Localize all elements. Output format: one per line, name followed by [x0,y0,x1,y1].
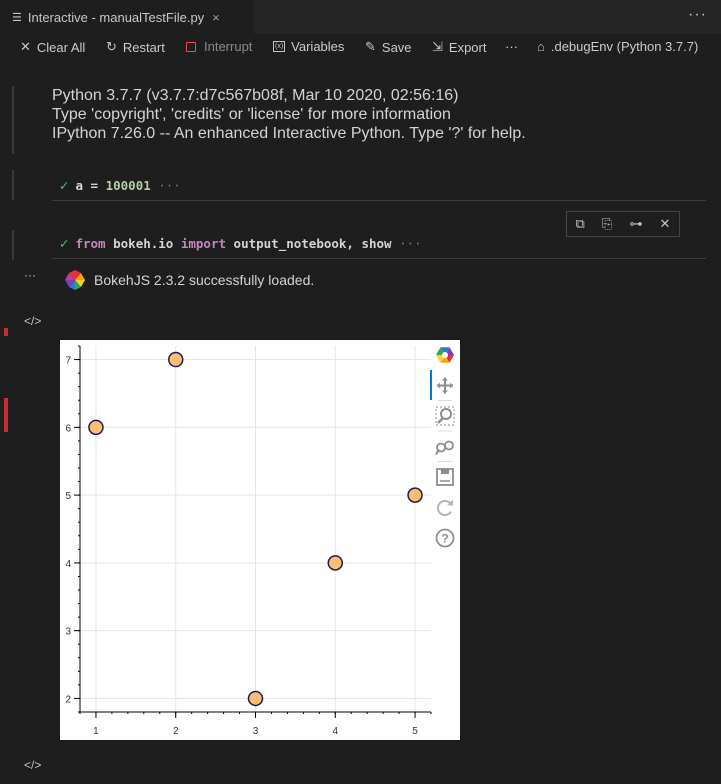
variables-icon: (x) [275,43,284,50]
export-icon: ⇲ [432,39,443,54]
code-keyword: import [180,236,227,251]
cell-divider [52,200,706,201]
code-op: = [83,178,106,193]
clear-all-button[interactable] [20,39,85,55]
y-tick-label: 3 [65,626,71,638]
tab-interactive[interactable] [0,0,254,34]
diff-icon[interactable]: ⊶ [629,216,643,231]
kernel-picker[interactable] [537,39,698,54]
save-label: Save [381,39,412,55]
check-icon: ✓ [59,236,70,251]
code-toggle-icon[interactable]: </> [24,314,42,328]
copy-icon[interactable]: ⧉ [575,216,585,231]
code-cell-2[interactable] [52,236,706,251]
toolbar-more-button[interactable] [505,39,518,54]
output-line: Type 'copyright', 'credits' or 'license' for more information [52,106,451,123]
restart-button[interactable] [106,39,165,55]
help-icon[interactable] [437,530,454,547]
wheel-zoom-icon[interactable] [436,442,453,462]
reset-icon[interactable] [438,500,453,516]
cell-gutter [12,86,14,154]
x-tick-label: 1 [93,726,99,737]
code-names: output_notebook, show [226,236,392,251]
code-keyword: from [75,236,106,251]
code-number: 100001 [105,178,151,193]
startup-output [52,86,526,143]
svg-text:?: ? [441,531,449,546]
scatter-point [249,691,263,705]
save-icon: ✎ [365,39,376,54]
y-tick-label: 4 [65,558,71,570]
interrupt-button[interactable] [186,39,252,54]
stop-icon [186,42,196,52]
tab-title: Interactive - manualTestFile.py [27,9,205,25]
export-label: Export [448,39,487,55]
scatter-chart[interactable] [60,340,460,740]
cell-gutter [12,170,14,200]
expand-ellipsis[interactable]: ··· [399,236,422,251]
x-tick-label: 5 [412,726,418,737]
variables-label: Variables [291,39,345,54]
save-button[interactable] [365,39,412,55]
x-tick-label: 2 [172,726,179,737]
toolbar-more-icon: ··· [505,39,518,54]
list-icon: ☰ [12,11,22,24]
bokeh-logo-icon[interactable] [436,347,454,363]
output-line: IPython 7.26.0 -- An enhanced Interactive Python. Type '?' for help. [52,125,526,142]
export-button[interactable] [432,39,486,55]
variables-button[interactable] [273,39,344,54]
bokeh-logo-icon [64,269,86,291]
kernel-icon: ⌂ [537,39,545,54]
restart-label: Restart [122,39,165,55]
interactive-toolbar [0,34,721,62]
output-line: Python 3.7.7 (v3.7.7:d7c567b08f, Mar 10 2020, 02:56:16) [52,87,459,104]
x-tick-label: 4 [332,726,339,737]
y-tick-label: 7 [65,355,71,367]
check-icon: ✓ [59,178,70,193]
cell-divider [52,258,706,259]
x-tick-label: 3 [252,726,259,737]
y-tick-label: 2 [65,694,71,706]
code-cell-1[interactable] [52,178,706,193]
y-tick-label: 5 [65,491,71,503]
error-marker [4,328,8,336]
error-marker [4,398,8,432]
cell-gutter [12,230,14,260]
code-module: bokeh.io [105,236,181,251]
bokeh-message-text: BokehJS 2.3.2 successfully loaded. [94,272,315,288]
clear-all-label: Clear All [36,39,86,55]
pan-icon[interactable] [437,378,453,401]
scatter-point [408,488,422,502]
bokeh-load-message [64,269,314,291]
interrupt-label: Interrupt [204,39,253,54]
cell-more-icon[interactable]: ··· [24,268,36,282]
bokeh-plot[interactable] [60,340,460,740]
y-tick-label: 6 [65,423,71,435]
kernel-label: .debugEnv (Python 3.7.7) [550,39,699,54]
cell-toolbar [566,211,680,237]
editor-more-icon[interactable]: ··· [688,6,707,23]
goto-code-icon[interactable]: ⎘ [601,216,613,231]
code-toggle-icon[interactable]: </> [24,758,42,772]
close-icon[interactable]: × [212,9,220,25]
scatter-point [89,420,103,434]
scatter-point [169,353,183,367]
save-icon[interactable] [437,469,453,485]
tab-bar [0,0,721,34]
close-icon: ✕ [20,39,31,54]
box-zoom-icon[interactable] [436,407,454,431]
code-var: a [75,178,84,193]
delete-cell-icon[interactable]: ✕ [659,216,671,231]
restart-icon: ↻ [106,39,117,54]
expand-ellipsis[interactable]: ··· [158,178,181,193]
scatter-point [328,556,342,570]
